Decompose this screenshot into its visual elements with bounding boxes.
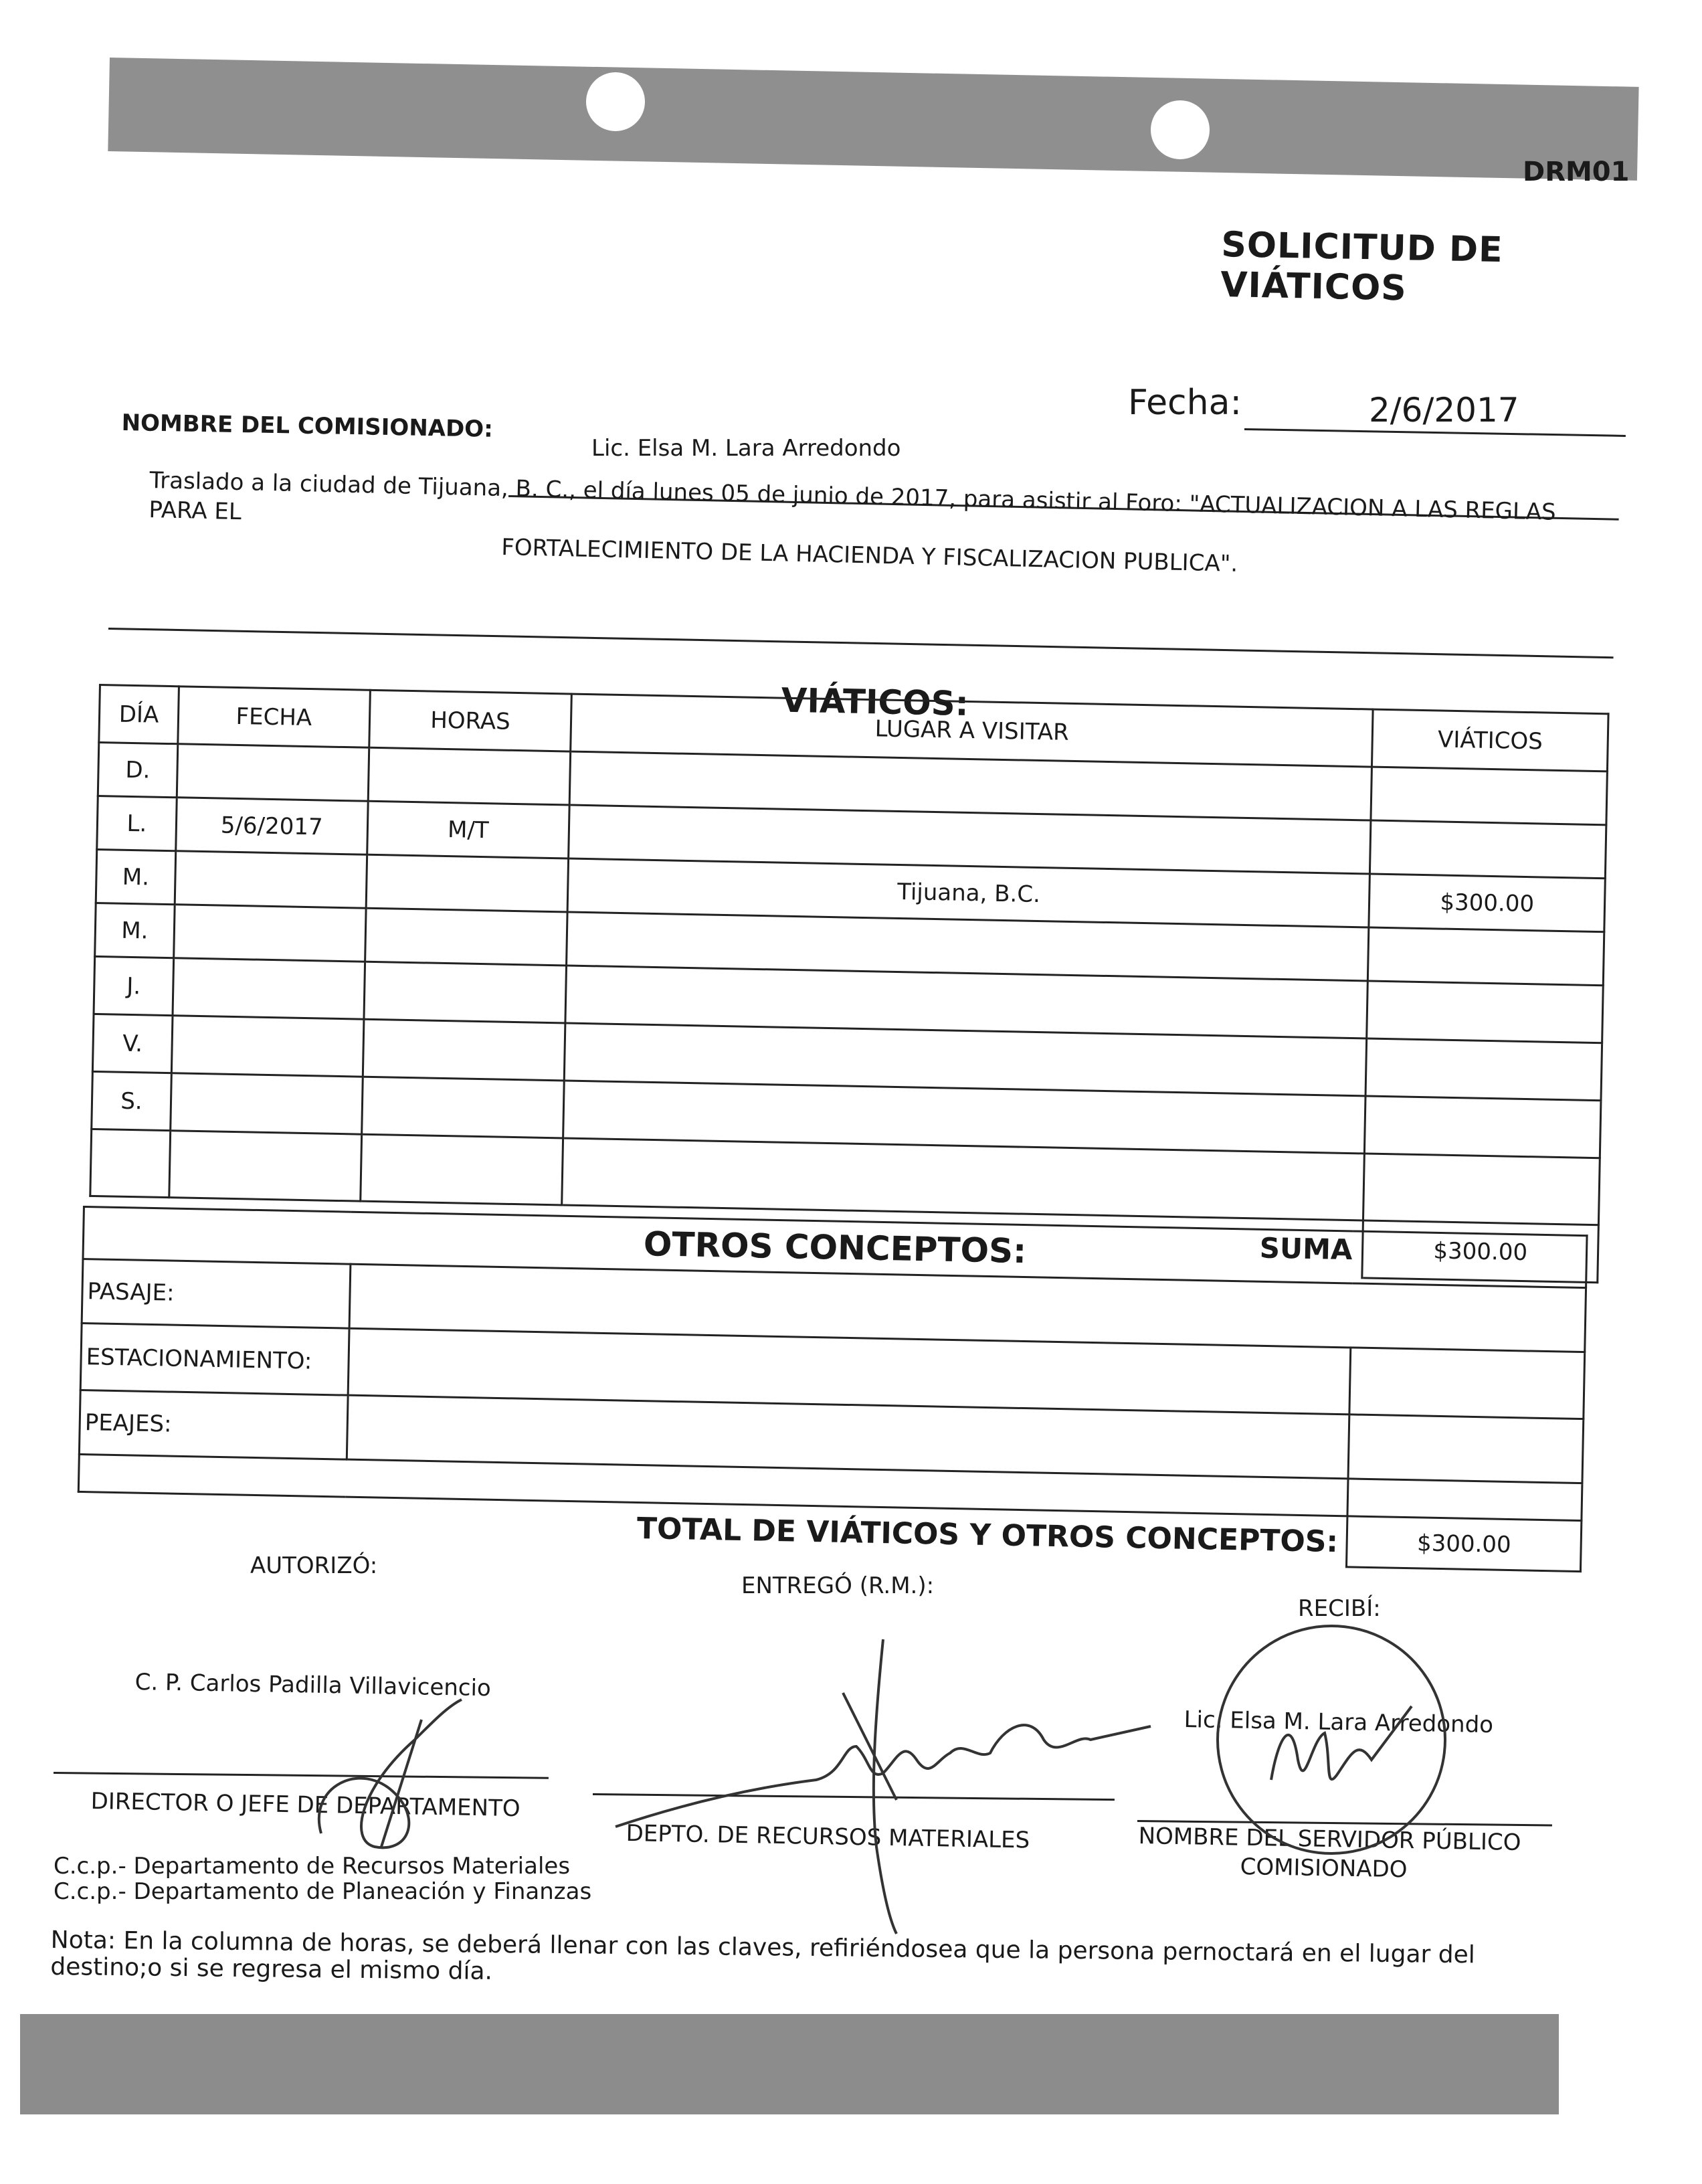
cell-fecha	[171, 1073, 363, 1134]
cell-dia	[90, 1129, 171, 1197]
cell-horas	[368, 747, 571, 805]
peajes-amount-cell	[1348, 1415, 1583, 1483]
cell-viaticos	[1365, 1038, 1602, 1101]
cell-viaticos	[1370, 820, 1606, 879]
cell-viaticos	[1371, 767, 1607, 825]
suma-value: $300.00	[1362, 1220, 1598, 1283]
total-value: $300.00	[1347, 1516, 1582, 1572]
motivo-line-1: Traslado a la ciudad de Tijuana, B. C., el día lunes 05 de junio de 2017, para asistir al Foro: "ACTUALIZACION A LAS REGLAS PARA EL	[149, 466, 1557, 526]
total-label: TOTAL DE VIÁTICOS Y OTROS CONCEPTOS:	[78, 1491, 1347, 1566]
cell-viaticos	[1363, 1154, 1600, 1225]
cell-dia: M.	[95, 903, 175, 958]
bottom-scan-band	[20, 2014, 1559, 2114]
col-fecha-header: FECHA	[178, 687, 370, 747]
nota-text: Nota: En la columna de horas, se deberá llenar con las claves, refiriéndosea que la persona pernoctará en el lugar del destino;o si se regresa el mismo día.	[50, 1926, 1475, 1985]
cell-dia: D.	[98, 743, 177, 798]
cell-fecha	[171, 1016, 363, 1077]
copia-line-2: C.c.p.- Departamento de Planeación y Finanzas	[54, 1878, 592, 1905]
cell-viaticos	[1365, 1096, 1601, 1158]
cell-horas: M/T	[367, 801, 569, 858]
entrego-signature	[589, 1626, 1164, 1940]
pasaje-label: PASAJE:	[82, 1259, 351, 1329]
cell-viaticos: $300.00	[1369, 874, 1605, 932]
col-lugar-header: LUGAR A VISITAR	[571, 694, 1373, 767]
punch-hole	[586, 72, 645, 131]
cell-fecha	[175, 851, 367, 908]
cell-dia: S.	[92, 1071, 172, 1130]
entrego-role: DEPTO. DE RECURSOS MATERIALES	[626, 1820, 1030, 1854]
cell-fecha	[169, 1131, 362, 1201]
cell-dia: V.	[92, 1014, 173, 1073]
otros-blank-amount	[1347, 1479, 1582, 1521]
form-title: SOLICITUD DE VIÁTICOS	[1220, 225, 1504, 309]
cell-horas	[366, 854, 569, 912]
cell-fecha	[173, 958, 365, 1019]
recibi-label: RECIBÍ:	[1298, 1595, 1381, 1622]
nombre-label: NOMBRE DEL COMISIONADO:	[121, 410, 494, 443]
autorizo-label: AUTORIZÓ:	[250, 1552, 378, 1579]
otros-title: OTROS CONCEPTOS:	[83, 1207, 1587, 1288]
fecha-label: Fecha:	[1128, 383, 1242, 423]
viaticos-table	[88, 684, 1610, 1283]
cell-fecha	[177, 744, 369, 801]
cell-horas	[360, 1134, 563, 1205]
autorizo-role: DIRECTOR O JEFE DE DEPARTAMENTO	[90, 1788, 521, 1823]
cell-lugar: Tijuana, B.C.	[567, 858, 1369, 927]
cell-horas	[361, 1077, 564, 1138]
recibi-signature	[1198, 1606, 1465, 1887]
cell-dia: M.	[96, 849, 175, 904]
motivo-line-2: FORTALECIMIENTO DE LA HACIENDA Y FISCALIZACION PUBLICA".	[500, 533, 1238, 577]
punch-hole	[1151, 100, 1210, 159]
nombre-value: Lic. Elsa M. Lara Arredondo	[591, 435, 901, 462]
recibi-role-line2: COMISIONADO	[1240, 1853, 1408, 1884]
cell-dia: L.	[97, 796, 177, 850]
form-code: DRM01	[1523, 157, 1630, 187]
cell-fecha	[174, 905, 366, 962]
estacionamiento-amount-cell	[1349, 1348, 1585, 1419]
autorizo-name: C. P. Carlos Padilla Villavicencio	[134, 1669, 492, 1702]
peajes-label: PEAJES:	[79, 1390, 348, 1459]
cell-fecha: 5/6/2017	[176, 798, 368, 854]
recibi-name: Lic. Elsa M. Lara Arredondo	[1184, 1706, 1494, 1739]
estacionamiento-label: ESTACIONAMIENTO:	[80, 1323, 349, 1395]
top-scan-band	[108, 58, 1638, 181]
motivo-text	[148, 466, 1621, 587]
cell-dia: J.	[94, 956, 174, 1015]
viaticos-title: VIÁTICOS:	[781, 680, 969, 723]
fecha-value: 2/6/2017	[1369, 391, 1519, 430]
recibi-role-line1: NOMBRE DEL SERVIDOR PÚBLICO	[1138, 1823, 1521, 1856]
cell-horas	[364, 962, 567, 1023]
col-viaticos-header: VIÁTICOS	[1372, 709, 1608, 771]
cell-viaticos	[1368, 927, 1604, 986]
autorizo-signature	[281, 1679, 495, 1867]
section-rule	[108, 628, 1614, 658]
cell-viaticos	[1367, 981, 1603, 1043]
suma-label: SUMA	[89, 1196, 1363, 1278]
cell-horas	[363, 1019, 565, 1081]
col-dia-header: DÍA	[99, 685, 179, 744]
otros-table	[76, 1206, 1588, 1572]
col-horas-header: HORAS	[369, 690, 571, 751]
copia-line-1: C.c.p.- Departamento de Recursos Materiales	[54, 1853, 571, 1880]
otros-section	[76, 1206, 1588, 1596]
cell-horas	[365, 908, 567, 966]
entrego-label: ENTREGÓ (R.M.):	[741, 1572, 935, 1599]
copias-block	[54, 1853, 591, 1904]
